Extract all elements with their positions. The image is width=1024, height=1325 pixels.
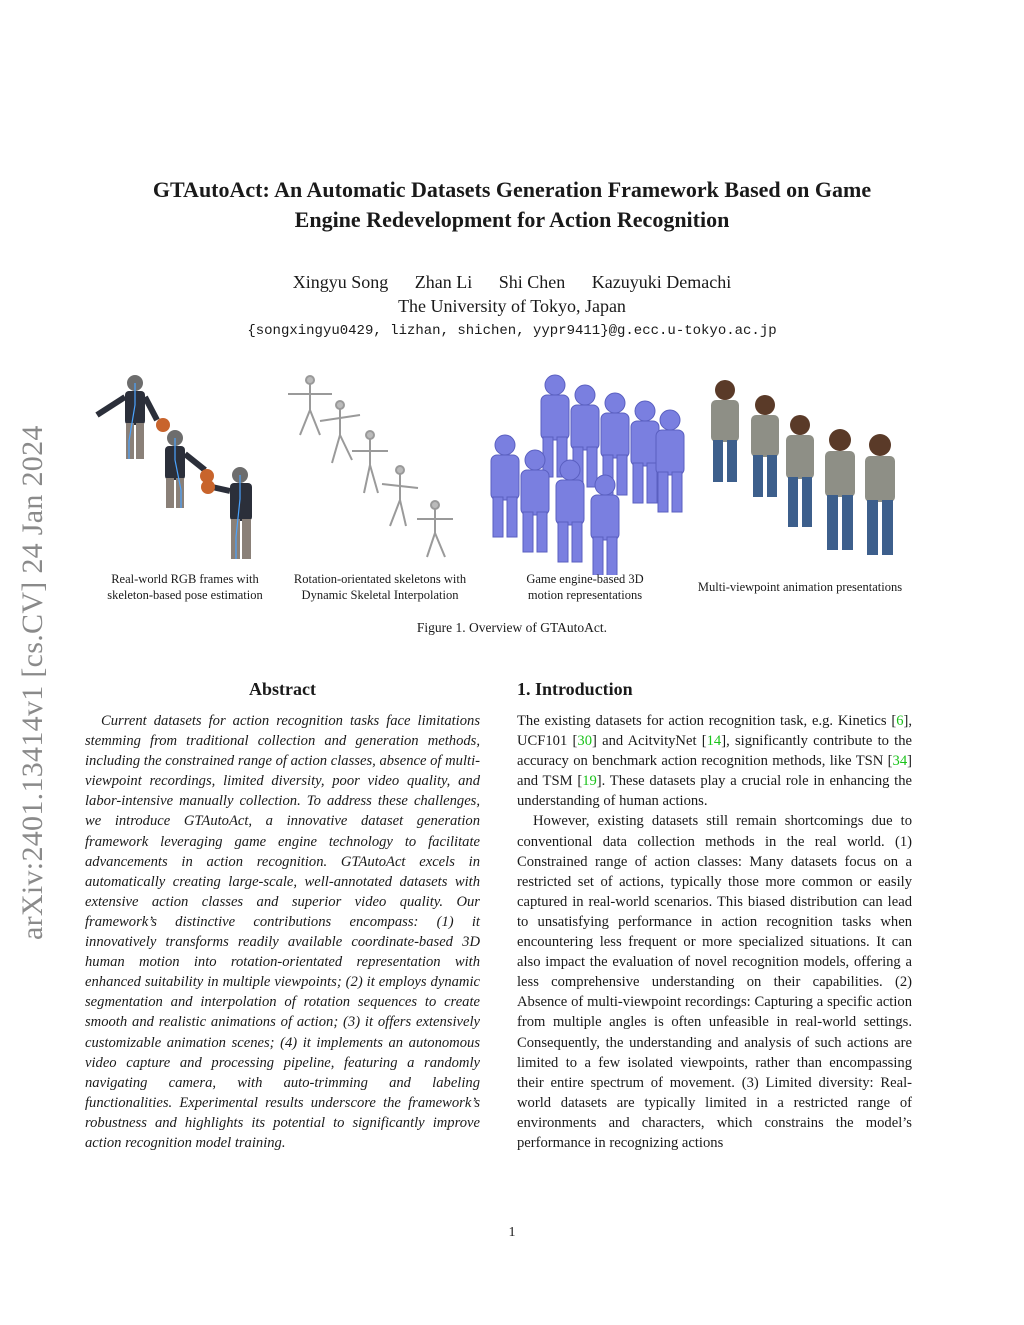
author: Shi Chen (498, 272, 566, 292)
citation-link[interactable]: 19 (582, 773, 597, 790)
title-line-2: Engine Redevelopment for Action Recognition (294, 207, 730, 232)
figure-panel-caption: Real-world RGB frames with skeleton-based pose estimation (107, 572, 263, 602)
abstract-text: Current datasets for action recognition tasks face limitations stemming from traditional collection and generation methods, including the constrained range of action classes, absence of multi-viewpoint recordings, limited diversity, poor video quality, and labor-intensive manually collection. To address these challenges, we introduce GTAutoAct, a innovative dataset generation framework leveraging game engine technology to facilitate advancements in action recognition. GTAutoAct excels in automatically creating large-scale, well-annotated datasets with extensive action classes and superior video quality. Our framework’s distinctive contributions encompass: (1) it innovatively transforms readily available coordinate-based 3D human motion into rotation-orientated representation with enhanced suitability in multiple viewpoints; (2) it employs dynamic segmentation and interpolation of rotation sequences to create smooth and realistic animations of action; (3) it offers extensively customizable animation scenes; (4) it implements an autonomous video capture and processing pipeline, featuring a randomly navigating camera, with auto-trimming and labeling functionalities. Experimental results underscore the framework’s robustness and highlights its potential to significantly improve action recognition model training. (85, 713, 480, 1151)
intro-paragraph-2: However, existing datasets still remain shortcomings due to conventional data collection methods in the real world. (1) Constrained range of action classes: Many datasets focus on a restricted set of actions, typically those more common or easily captured in real-world scenarios. This biased distribution can lead to unsatisfying performance in action recognition tasks when encountering less frequent or more specialized situations. It can also impact the evaluation of novel recognition models, offering a less comprehensive understanding on their capabilities. (2) Absence of multi-viewpoint recordings: Capturing a specific action from multiple angles is often unfeasible in real-world settings. Consequently, the understanding and analysis of such actions are limited to a few isolated viewpoints, rather than encompassing their entire spectrum of movement. (3) Limited diversity: Real-world datasets are typically limited in a restricted range of environments and characters, which constrains the model’s performance in recognizing actions (517, 813, 912, 1151)
multi-view-illustration (711, 380, 895, 555)
rgb-frames-illustration (97, 375, 252, 559)
abstract-heading: Abstract (249, 679, 316, 699)
citation-link[interactable]: 30 (577, 733, 592, 750)
intro-paragraph-1: The existing datasets for action recognition task, e.g. Kinetics [6], UCF101 [30] and AcitvityNet [14], significantly contribute to the accuracy on benchmark action recognition methods, like TSN [34] and TSM [19]. These datasets play a crucial role in enhancing the understanding of human actions. (517, 713, 912, 810)
author: Zhan Li (414, 272, 473, 292)
citation-link[interactable]: 34 (892, 753, 908, 770)
intro-heading: 1. Introduction (517, 679, 633, 699)
citation-link[interactable]: 14 (706, 733, 722, 750)
figure-panel-caption: Game engine-based 3D motion representations (526, 572, 644, 602)
citation-link[interactable]: 6 (896, 713, 904, 729)
paper-title (0, 175, 1024, 235)
skeleton-sequence-illustration (288, 376, 453, 557)
author-email: {songxingyu0429, lizhan, shichen, yypr9411}@g.ecc.u-tokyo.ac.jp (247, 323, 777, 339)
figure-panel-caption: Rotation-orientated skeletons with Dynamic Skeletal Interpolation (293, 572, 467, 602)
title-line-1: GTAutoAct: An Automatic Datasets Generation Framework Based on Game (152, 177, 872, 202)
figure-panel-caption: Multi-viewpoint animation presentations (697, 580, 903, 594)
author: Kazuyuki Demachi (591, 272, 732, 292)
intro-text (517, 711, 912, 1153)
arxiv-stamp: arXiv:2401.13414v1 [cs.CV] 24 Jan 2024 (16, 425, 49, 940)
author-list (0, 270, 1024, 294)
figure-caption: Figure 1. Overview of GTAutoAct. (416, 620, 608, 635)
affiliation: The University of Tokyo, Japan (398, 296, 626, 316)
author: Xingyu Song (292, 272, 389, 292)
motion-3d-illustration (491, 375, 684, 575)
page-number: 1 (508, 1225, 516, 1240)
figure-overview (85, 365, 915, 575)
